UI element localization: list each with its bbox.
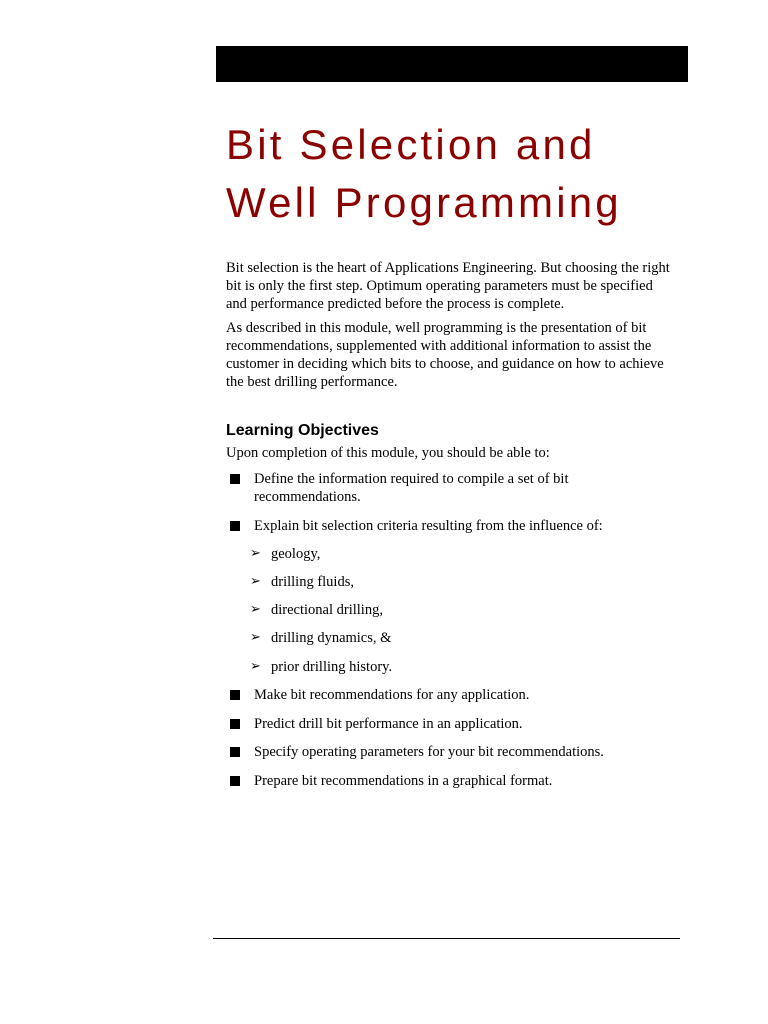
objective-item — [230, 715, 650, 733]
arrowhead-bullet-icon: ➢ — [250, 546, 261, 561]
sub-objective-item — [250, 658, 650, 676]
square-bullet-icon — [230, 521, 240, 531]
header-bar — [216, 46, 688, 82]
sub-objective-text: prior drilling history. — [271, 659, 393, 675]
sub-objective-item — [250, 573, 650, 591]
objective-text: Make bit recommendations for any application. — [254, 687, 530, 703]
learning-objectives-heading: Learning Objectives — [226, 422, 379, 439]
square-bullet-icon — [230, 690, 240, 700]
objective-text: Prepare bit recommendations in a graphical format. — [254, 773, 553, 789]
objective-item — [230, 686, 650, 704]
sub-objective-text: drilling dynamics, & — [271, 630, 392, 646]
sub-objective-text: directional drilling, — [271, 602, 383, 618]
objective-text: Predict drill bit performance in an application. — [254, 716, 523, 732]
page-title-line-1: Bit Selection and — [226, 121, 596, 168]
objective-text: Explain bit selection criteria resulting from the influence of: — [254, 518, 603, 534]
square-bullet-icon — [230, 474, 240, 484]
sub-objective-text: drilling fluids, — [271, 574, 354, 590]
footer-divider — [213, 938, 680, 939]
arrowhead-bullet-icon: ➢ — [250, 574, 261, 589]
intro-paragraph: As described in this module, well programming is the presentation of bit recommendations, supplemented with additional information to assist the customer in deciding which bits to choose, and guidance on how to achieve the best drilling performance. — [226, 320, 664, 390]
sub-objective-text: geology, — [271, 546, 321, 562]
arrowhead-bullet-icon: ➢ — [250, 602, 261, 617]
objective-item — [230, 517, 650, 535]
arrowhead-bullet-icon: ➢ — [250, 659, 261, 674]
square-bullet-icon — [230, 719, 240, 729]
objective-text: Define the information required to compile a set of bit recommendations. — [254, 471, 569, 505]
sub-objective-item — [250, 545, 650, 563]
objective-text: Specify operating parameters for your bit recommendations. — [254, 744, 604, 760]
sub-objective-item — [250, 629, 650, 647]
page-title-line-2: Well Programming — [226, 179, 622, 226]
learning-objectives-intro: Upon completion of this module, you should be able to: — [226, 445, 550, 461]
objective-item — [230, 470, 650, 506]
intro-paragraph: Bit selection is the heart of Applications Engineering. But choosing the right bit is only the first step. Optimum operating parameters must be specified and performance predicted before the process is complete. — [226, 260, 670, 312]
page-title — [226, 116, 746, 232]
intro-section — [226, 259, 676, 397]
square-bullet-icon — [230, 776, 240, 786]
arrowhead-bullet-icon: ➢ — [250, 630, 261, 645]
sub-objective-item — [250, 601, 650, 619]
objective-item — [230, 743, 650, 761]
objective-item — [230, 772, 650, 790]
square-bullet-icon — [230, 747, 240, 757]
